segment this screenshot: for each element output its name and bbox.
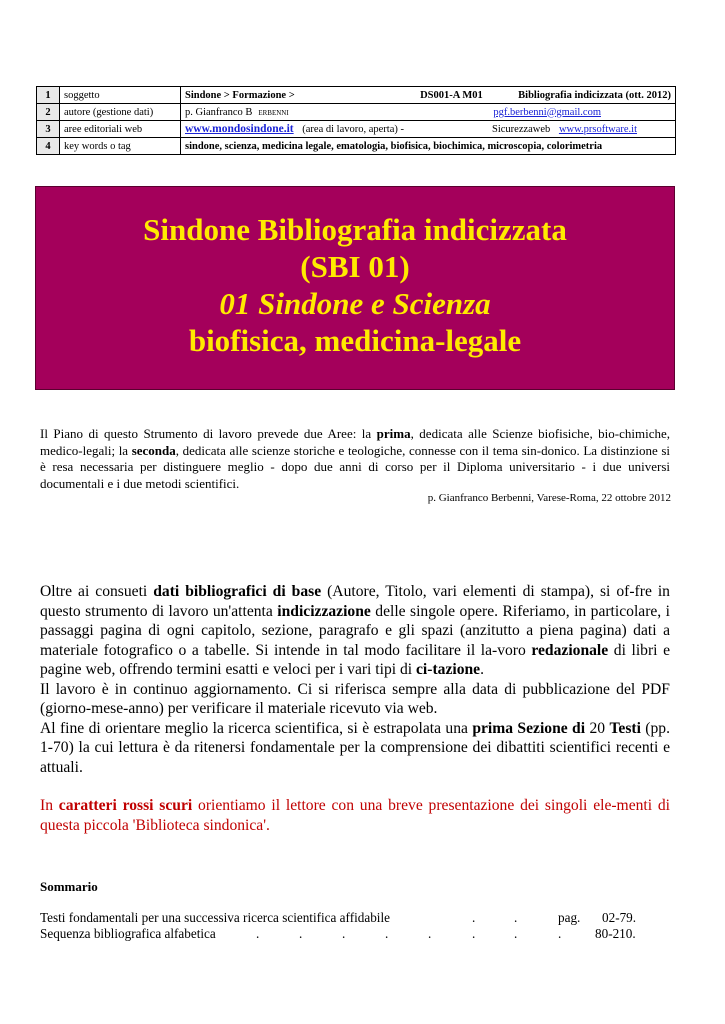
row-value	[181, 87, 676, 104]
title-banner	[35, 186, 675, 390]
row-key: autore (gestione dati)	[60, 104, 181, 121]
row-key: soggetto	[60, 87, 181, 104]
prsoftware-link[interactable]: www.prsoftware.it	[558, 123, 637, 135]
metadata-table	[36, 86, 676, 155]
subject-path: Sindone > Formazione >	[185, 89, 295, 101]
row-key: aree editoriali web	[60, 121, 181, 138]
toc-dot: .	[514, 926, 518, 941]
row-number: 1	[37, 87, 60, 104]
toc-dot: .	[342, 926, 346, 941]
toc-dot: .	[385, 926, 389, 941]
toc-dot: .	[558, 926, 562, 941]
title-line-1: Sindone Bibliografia indicizzata	[143, 212, 567, 247]
keywords-value: sindone, scienza, medicina legale, ematologia, biofisica, biochimica, microscopia, colorimetria	[181, 138, 676, 155]
meta-row-keywords	[37, 138, 676, 155]
area-note: (area di lavoro, aperta) -	[302, 123, 404, 135]
main-body	[40, 582, 670, 835]
body-paragraph-2: Il lavoro è in continuo aggiornamento. Ci si riferisca sempre alla data di pubblicazione del PDF (giorno-mese-anno) per verificare il materiale ricevuto via web.	[40, 680, 670, 717]
toc-page-range: 02-79.	[602, 910, 637, 925]
meta-row-soggetto	[37, 87, 676, 104]
body-paragraph-red: In caratteri rossi scuri orientiamo il lettore con una breve presentazione dei singoli ele-menti di questa piccola 'Biblioteca sindonica'.	[40, 797, 671, 834]
toc-dot: .	[472, 926, 476, 941]
toc-dot: .	[299, 926, 303, 941]
sommario-heading: Sommario	[40, 879, 98, 894]
author-name: p. Gianfranco B erbenni	[185, 106, 289, 118]
table-of-contents	[40, 910, 650, 942]
document-title: Bibliografia indicizzata (ott. 2012)	[518, 89, 671, 101]
signature: p. Gianfranco Berbenni, Varese-Roma, 22 ottobre 2012	[427, 492, 671, 504]
toc-dot: .	[472, 910, 476, 925]
toc-dot: .	[514, 910, 518, 925]
toc-label: Sequenza bibliografica alfabetica	[40, 926, 216, 941]
row-key: key words o tag	[60, 138, 181, 155]
body-paragraph-1: Oltre ai consueti dati bibliografici di base (Autore, Titolo, vari elementi di stampa), si of-fre in questo strumento di lavoro un'attenta indicizzazione delle singole opere. Riferiamo, in particolare, i passaggi pagina di ogni capitolo, sezione, paragrafo e gli spazi (anzitutto a piena pagina) dati a materiale fotografico o a tabelle. Si intende in tal modo facilitare il la-voro redazionale di libri e pagine web, offrendo termini esatti e veloci per i vari tipi di ci-tazione.	[40, 583, 670, 678]
toc-row-sequenza[interactable]	[40, 926, 650, 942]
document-code: DS001-A M01	[420, 89, 483, 101]
body-paragraph-3: Al fine di orientare meglio la ricerca scientifica, si è estrapolata una prima Sezione di 20 Testi (pp. 1-70) la cui lettura è da ritenersi fondamentale per la comprensione dei dibattiti scientifici recenti e attuali.	[40, 719, 670, 776]
mondosindone-link[interactable]: www.mondosindone.it	[185, 122, 294, 135]
toc-dot: .	[428, 926, 432, 941]
toc-pag-label: pag.	[558, 910, 581, 925]
author-email-link[interactable]: pgf.berbenni@gmail.com	[493, 106, 601, 118]
toc-dot: .	[256, 926, 260, 941]
meta-row-aree	[37, 121, 676, 138]
toc-page-range: 80-210.	[595, 926, 636, 941]
row-number: 2	[37, 104, 60, 121]
title-line-4: biofisica, medicina-legale	[188, 323, 522, 358]
row-value	[181, 121, 676, 138]
row-value	[181, 104, 676, 121]
title-line-2: (SBI 01)	[300, 249, 410, 284]
toc-label: Testi fondamentali per una successiva ricerca scientifica affidabile	[40, 910, 390, 925]
security-label: Sicurezzaweb	[492, 123, 551, 135]
toc-row-testi[interactable]	[40, 910, 650, 926]
row-number: 3	[37, 121, 60, 138]
intro-paragraph: Il Piano di questo Strumento di lavoro prevede due Aree: la prima, dedicata alle Scienze biofisiche, bio-chimiche, medico-legali; la seconda, dedicata alle scienze storiche e teologiche, connesse con il tema sin-donico. La distinzione si è resa necessaria per distinguere meglio - dopo due anni di corso per il Diploma universitario - i due universi documentali e i due metodi scientifici.	[40, 426, 670, 491]
title-line-3: 01 Sindone e Scienza	[219, 286, 491, 321]
meta-row-autore	[37, 104, 676, 121]
row-number: 4	[37, 138, 60, 155]
